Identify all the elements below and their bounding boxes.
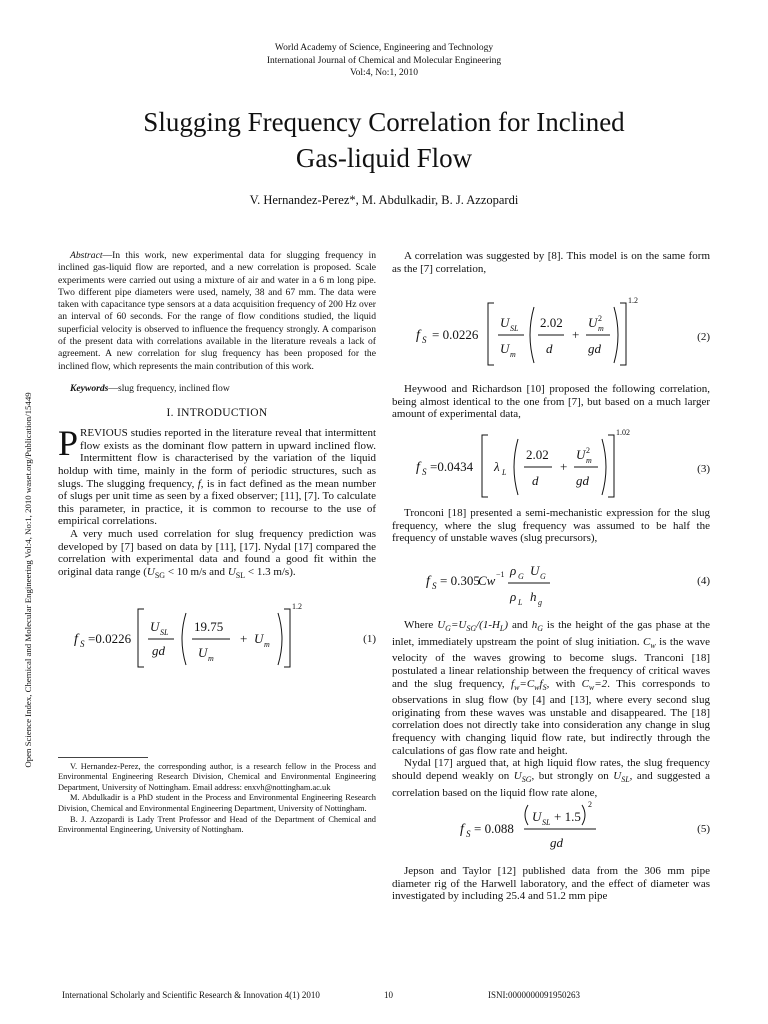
eq5-exp: 2 <box>588 800 592 810</box>
rp5-usl: $U_{SL}$ <box>613 769 630 785</box>
eq5-gd: gd <box>550 835 563 851</box>
rp4-cw2: $C_w=2$ <box>581 677 608 692</box>
eq4-ug: U <box>530 562 540 578</box>
eq2-paren-right <box>614 307 618 363</box>
rp4-e: , with <box>546 677 582 690</box>
rp4-b: and <box>508 618 532 631</box>
eq5-usl-sub: SL <box>542 818 551 828</box>
equation-5 <box>392 801 710 857</box>
eq3-um-sub: m <box>586 455 592 465</box>
eq1-plus: + <box>240 630 248 646</box>
eq1-bracket-left <box>138 609 144 667</box>
eq1-usl-sub: SL <box>160 627 169 637</box>
intro-p2-a: A very much used correlation for slug frequency prediction was developed by [7] based on data by [11], [17]. Nydal [17] compared the correlation with experimental data and found a good fit within the original data range ( <box>58 528 376 578</box>
intro-p1-symbol: f <box>197 477 201 490</box>
equation-2 <box>392 289 710 371</box>
eq3-paren-right <box>602 439 606 495</box>
eq2-usl-sub: SL <box>510 324 519 334</box>
eq2-um2: U <box>588 315 598 331</box>
eq2-n1: 2.02 <box>540 315 563 331</box>
intro-p1-end: , is in fact defined as the mean number of slugs per unit time as seen by a fixed observer; [11], [7]. To calculate this parameter, in practice, it is common to recourse to the use of empirical correlations. <box>58 477 376 528</box>
eq4-lhs: f <box>426 573 430 589</box>
intro-p2-b: < 10 m/s and <box>165 565 228 578</box>
eq3-bracket-right <box>608 435 614 497</box>
keywords-dash: — <box>108 382 118 394</box>
rp4-d: is the wave velocity of the waves growing to become slugs. Tranconi [18] postulated a linear relationship between the frequency of critical waves and the slug frequency, <box>392 635 710 690</box>
right-paragraph-4 <box>392 619 710 758</box>
eq4-rho-g: ρ <box>510 562 517 578</box>
eq3-lambda: λ <box>494 458 500 474</box>
eq2-lhs: f <box>416 328 420 344</box>
eq3-n1: 2.02 <box>526 446 549 462</box>
equation-4 <box>392 551 710 609</box>
eq3-plus: + <box>560 458 568 474</box>
keywords <box>58 383 376 395</box>
eq1-coef: =0.0226 <box>88 630 132 646</box>
footer-isni: ISNI:0000000091950263 <box>488 990 580 1000</box>
left-column <box>58 250 376 836</box>
equation-1-svg <box>58 597 358 671</box>
eq1-paren-left <box>182 613 186 665</box>
eq1-um2-sub: m <box>264 639 270 649</box>
equation-1 <box>58 597 376 671</box>
eq3-um: U <box>576 446 586 462</box>
rp5-a: Nydal [17] argued that, at high liquid flow rates, the slug frequency should depend weakly on <box>392 757 710 782</box>
eq3-um-sup: 2 <box>586 445 590 455</box>
footnote-3: B. J. Azzopardi is Lady Trent Professor and Head of the Department of Chemical and Environmental Engineering, University of Nottingham. <box>58 814 376 835</box>
eq2-plus: + <box>572 327 580 343</box>
eq5-paren-right <box>582 805 585 825</box>
eq2-bracket-left <box>488 303 494 365</box>
eq2-bracket-right <box>620 303 626 365</box>
title-line-1: Slugging Frequency Correlation for Inclined <box>143 107 625 137</box>
footnote-1: V. Hernandez-Perez, the corresponding author, is a research fellow in the Process and Environmental Engineering Research Division, Chemical and Environmental Engineering Department, University of Nottingham. Email address: enxvh@nottingham.ac.uk <box>58 761 376 792</box>
journal-header <box>0 42 768 80</box>
eq1-gd: gd <box>152 642 165 658</box>
eq5-coef: = 0.088 <box>474 821 514 837</box>
eq2-exp: 1.2 <box>628 296 638 306</box>
eq2-um: U <box>500 341 510 357</box>
eq3-exp: 1.02 <box>616 427 630 437</box>
intro-p2-usg: U <box>146 565 155 578</box>
footnote-2: M. Abdulkadir is a PhD student in the Process and Environmental Engineering Research Division, Chemical and Environmental Engineering Department, University of Nottingham. <box>58 793 376 813</box>
eq5-lhs: f <box>460 822 464 838</box>
section-heading-introduction: I. INTRODUCTION <box>166 407 268 420</box>
rp4-fw: $f_w=C_wf_S$ <box>511 677 547 692</box>
eq1-number: (1) <box>363 632 376 645</box>
eq4-hg-sub: g <box>538 597 542 607</box>
rp4-f: . This corresponds to observations in slug flow (by [4] and [13], where every second slug originating from these waves was unstable and disappeared. The [18] correlation does not directly take into consideration any change in slug frequency with changing liquid flow rate, but indirectly through the calculations of gas flow rate and height. <box>392 677 710 757</box>
eq5-lhs-sub: S <box>466 829 471 840</box>
eq1-um2: U <box>254 630 264 646</box>
eq5-number: (5) <box>697 823 710 836</box>
keywords-text: slug frequency, inclined flow <box>117 382 230 394</box>
left-column-gap <box>58 671 376 757</box>
rp4-cw: $C_w$ <box>643 635 656 650</box>
eq4-number: (4) <box>697 574 710 587</box>
footer-page-number: 10 <box>384 990 393 1000</box>
eq2-d: d <box>546 341 553 357</box>
eq3-d: d <box>532 472 539 488</box>
eq2-um2-sup: 2 <box>598 314 602 324</box>
equation-4-svg <box>392 551 692 609</box>
journal-org: World Academy of Science, Engineering and Technology <box>274 43 494 53</box>
eq3-lhs-sub: S <box>422 466 427 477</box>
sidebar-text: Open Science Index, Chemical and Molecular Engineering Vol:4, No:1, 2010 waset.org/Publication/15449 <box>23 392 33 768</box>
right-column <box>392 250 710 903</box>
equation-3-svg <box>392 425 692 499</box>
rp4-ug: $U_G=U_{SG}/(1-H_L)$ <box>437 618 509 633</box>
footnote-rule <box>58 757 148 758</box>
rp4-a: Where <box>404 618 438 631</box>
eq1-bracket-right <box>284 609 290 667</box>
eq2-lhs-sub: S <box>422 335 427 346</box>
intro-paragraph-2 <box>58 528 376 583</box>
eq1-lhs: f <box>74 631 78 647</box>
title-line-2: Gas-liquid Flow <box>295 143 473 173</box>
rp4-c: is the height of the gas phase at the inlet, immediately upstream the point of slug initiation. <box>392 618 710 648</box>
intro-p2-usg-sub: SG <box>154 570 166 580</box>
eq3-number: (3) <box>697 462 710 475</box>
rp5-usg: $U_{SG}$ <box>513 769 532 785</box>
eq1-um: U <box>198 644 208 660</box>
eq1-n1: 19.75 <box>194 618 224 634</box>
eq2-coef: = 0.0226 <box>432 327 479 343</box>
eq2-gd: gd <box>588 341 601 357</box>
eq4-c-exp: −1 <box>496 569 505 579</box>
abstract-dash: — <box>102 250 113 261</box>
right-paragraph-2: Heywood and Richardson [10] proposed the following correlation, being almost identical to the one from [7], but based on a much larger amount of experimental data, <box>392 383 710 421</box>
eq1-exp: 1.2 <box>292 601 302 611</box>
eq3-coef: =0.0434 <box>430 458 474 474</box>
drop-cap: P <box>58 423 79 464</box>
eq2-usl: U <box>500 315 510 331</box>
intro-paragraph-1 <box>58 423 376 528</box>
authors: V. Hernandez-Perez*, M. Abdulkadir, B. J. Azzopardi <box>249 193 519 207</box>
eq1-um-sub: m <box>208 653 214 663</box>
eq4-c: Cw <box>478 572 496 588</box>
eq4-rho-l-sub: L <box>518 597 523 607</box>
eq5-usl: U <box>532 809 542 825</box>
keywords-label: Keywords <box>70 382 109 394</box>
eq5-add: + 1.5 <box>554 809 581 825</box>
rp5-c: , and suggested a correlation based on the liquid flow rate alone, <box>392 769 710 799</box>
eq2-um2-sub: m <box>598 324 604 334</box>
intro-p2-usl: U <box>227 565 236 578</box>
right-paragraph-1: A correlation was suggested by [8]. This model is on the same form as the [7] correlation, <box>392 250 710 275</box>
eq1-lhs-sub: S <box>80 638 85 649</box>
right-paragraph-5 <box>392 757 710 799</box>
eq4-lhs-sub: S <box>432 580 437 591</box>
eq3-lambda-sub: L <box>502 467 507 477</box>
eq1-paren-right <box>278 613 282 665</box>
intro-p2-usl-sub: SL <box>235 570 246 580</box>
intro-p2-c: < 1.3 m/s). <box>245 565 296 578</box>
abstract <box>58 250 376 373</box>
journal-volume: Vol:4, No:1, 2010 <box>350 68 418 78</box>
intro-p1-text: REVIOUS studies reported in the literature reveal that intermittent flow exists as the dominant flow pattern in upward inclined flow. Intermittent flow is characterised by the variation of the liquid holdup with time, mainly in the form of periodic structures, such as slugs. The slugging frequency, <box>58 427 376 490</box>
eq3-bracket-left <box>482 435 488 497</box>
eq1-usl: U <box>150 618 160 634</box>
rp5-b: , but strongly on <box>531 769 614 782</box>
rp4-hg: $h_G$ <box>531 618 543 633</box>
eq4-rho-l: ρ <box>510 588 517 604</box>
eq4-coef: = 0.305 <box>440 572 480 588</box>
footer-journal: International Scholarly and Scientific Research & Innovation 4(1) 2010 <box>62 990 320 1000</box>
footnotes <box>58 762 376 836</box>
eq4-hg: h <box>530 588 537 604</box>
eq2-um-sub: m <box>510 350 516 360</box>
equation-5-svg <box>392 801 692 857</box>
eq3-paren-left <box>514 439 518 495</box>
journal-name: International Journal of Chemical and Molecular Engineering <box>266 55 502 66</box>
eq2-paren-left <box>530 307 534 363</box>
eq2-number: (2) <box>697 331 710 344</box>
right-paragraph-3: Tronconi [18] presented a semi-mechanistic expression for the slug frequency, where the slug frequency was assumed to be half the frequency of unstable waves (slug precursors), <box>392 506 710 545</box>
eq5-paren-left <box>525 805 528 825</box>
eq3-lhs: f <box>416 459 420 475</box>
abstract-text: In this work, new experimental data for slugging frequency in inclined gas-liquid flow are reported, and a new correlation is proposed. Scale experiments were carried out using a mixture of air and water in a 6 m long pipe. Two different pipe diameters were used, namely, 38 and 67 mm. The data were taken with capacitance type sensors at a data acquisition frequency of 200 Hz over an interval of 60 seconds. For the range of flow conditions studied, the liquid superficial velocity is observed to influence the frequency strongly. A comparison of the present data with correlations available in the literature reveals a lack of agreement. A new correlation for slug frequency has been proposed for the inclined flow, which represents the main contribution of this work. <box>58 250 376 372</box>
equation-3 <box>392 425 710 499</box>
equation-2-svg <box>392 289 692 371</box>
eq3-gd: gd <box>576 472 589 488</box>
eq4-rho-g-sub: G <box>518 571 524 581</box>
right-paragraph-6: Jepson and Taylor [12] published data from the 306 mm pipe diameter rig of the Harwell laboratory, and the effect of diameter was investigated by including 25.4 and 51.2 mm pipe <box>392 865 710 903</box>
abstract-label: Abstract <box>70 250 103 261</box>
eq4-ug-sub: G <box>540 571 546 581</box>
paper-title <box>60 104 708 176</box>
